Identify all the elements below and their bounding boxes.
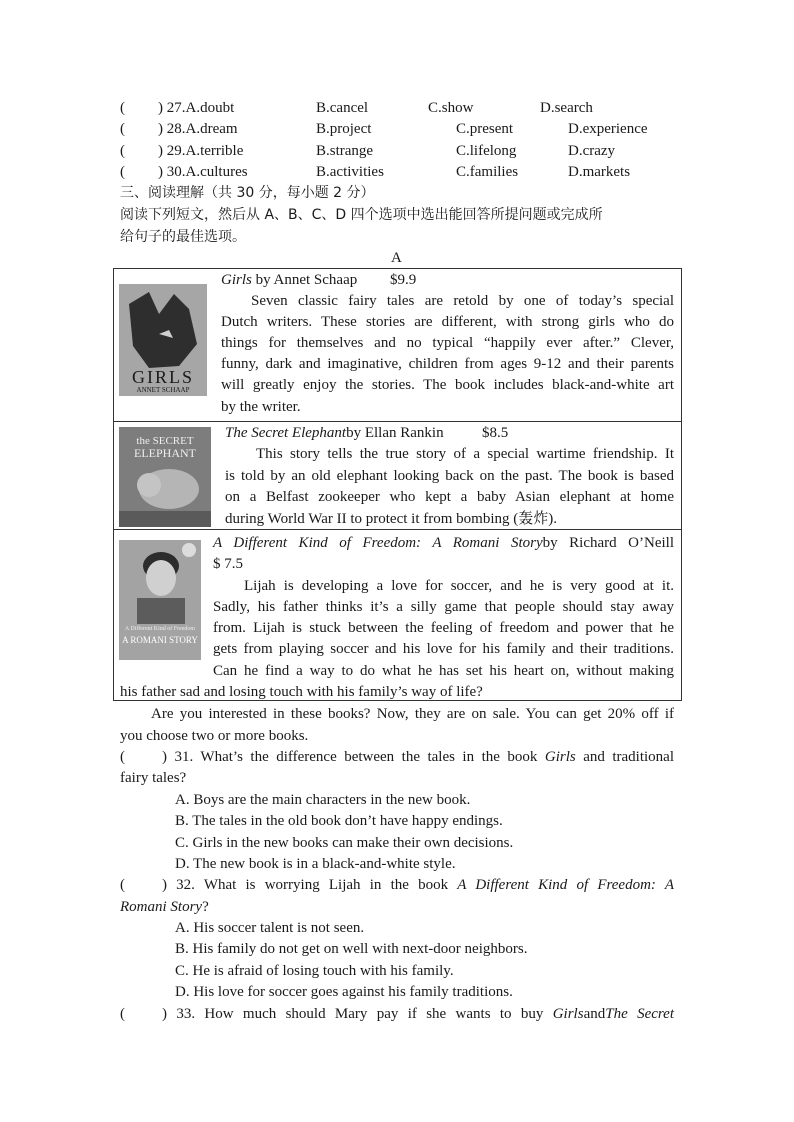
book-price: $8.5 — [482, 425, 509, 441]
desc-line: Can he find a way to do what he has set his heart on, without making — [213, 663, 674, 679]
option-d: D.experience — [568, 121, 648, 137]
row-divider — [113, 529, 682, 530]
desc-line: funny, dark and imaginative, children from ages 9-12 and their parents — [221, 356, 674, 372]
book-cover-different-kind-of-freedom — [119, 540, 201, 660]
option-c: C.present — [456, 121, 514, 137]
desc-line: Seven classic fairy tales are retold by one of today’s special — [251, 293, 674, 309]
desc-line: Lijah is developing a love for soccer, and he is very good at it. — [244, 578, 674, 594]
desc-line: will greatly enjoy the stories. The book includes black-and-white art — [221, 377, 674, 393]
option-a[interactable]: A. His soccer talent is not seen. — [175, 920, 365, 936]
question-stem: ) 31. What’s the difference between the tales in the book — [162, 749, 545, 765]
book-title: A Different Kind of Freedom: A Romani Story — [213, 535, 543, 551]
option-b[interactable]: B. The tales in the old book don’t have happy endings. — [175, 813, 503, 829]
book-title-ref: Girls — [552, 1006, 584, 1022]
book-title-ref: The Secret — [605, 1006, 674, 1022]
option-c[interactable]: C. Girls in the new books can make their own decisions. — [175, 835, 514, 851]
answer-paren[interactable]: ( — [120, 1006, 125, 1022]
question-32-line-2 — [120, 897, 209, 917]
question-stem: ) 32. What is worrying Lijah in the book — [162, 877, 458, 893]
cover-subtitle: A ROMANI STORY — [122, 635, 198, 645]
book-cover-girls — [119, 284, 207, 396]
book-heading — [221, 270, 357, 290]
desc-line: Sadly, his father thinks it’s a silly game that people should stay away — [213, 599, 674, 615]
desc-line: on a Belfast zookeeper who kept a baby Asian elephant at home — [225, 489, 674, 505]
option-b: B.project — [316, 121, 372, 137]
instructions-line-2: 给句子的最佳选项。 — [120, 229, 246, 245]
instructions-line-1: 阅读下列短文，然后从 A、B、C、D 四个选项中选出能回答所提问题或完成所 — [120, 207, 603, 223]
option-c: C.lifelong — [456, 143, 517, 159]
book-author: by Richard O’Neill — [542, 535, 674, 551]
cover-title: the SECRET — [136, 435, 194, 447]
question-stem: ) 33. How much should Mary pay if she wants to buy — [162, 1006, 553, 1022]
option-b: B.activities — [316, 164, 384, 180]
option-c[interactable]: C. He is afraid of losing touch with his family. — [175, 963, 454, 979]
question-stem-end: and traditional — [575, 749, 674, 765]
book-title-ref: Romani Story — [120, 899, 203, 915]
question-stem-end: ? — [202, 899, 209, 915]
option-d[interactable]: D. The new book is in a black-and-white style. — [175, 856, 456, 872]
book-price: $9.9 — [390, 272, 417, 288]
option-a[interactable]: A. Boys are the main characters in the new book. — [175, 792, 471, 808]
desc-line: gets from playing soccer and his love for his family and their traditions. — [213, 641, 674, 657]
desc-line: from. Lijah is stuck between the feeling of freedom and power that he — [213, 620, 674, 636]
question-stem: ) 28.A.dream — [158, 121, 238, 137]
option-b: B.strange — [316, 143, 374, 159]
book-price: $ 7.5 — [213, 556, 243, 572]
book-title-ref: A Different Kind of Freedom: A — [457, 877, 674, 893]
answer-paren[interactable]: ( — [120, 749, 125, 765]
answer-paren[interactable]: ( — [120, 143, 125, 159]
book-heading — [225, 423, 444, 443]
question-31 — [162, 747, 674, 768]
question-32 — [162, 875, 674, 896]
row-divider — [113, 421, 682, 422]
desc-line: is told by an old elephant looking back on the past. The book is based — [225, 468, 674, 484]
answer-paren[interactable]: ( — [120, 877, 125, 893]
question-stem: ) 29.A.terrible — [158, 143, 244, 159]
passage-label: A — [391, 250, 402, 266]
cover-title: A Different Kind of Freedom — [124, 626, 196, 632]
option-d: D.markets — [568, 164, 631, 180]
book-heading — [213, 533, 674, 554]
answer-paren[interactable]: ( — [120, 164, 125, 180]
book-title-ref: Girls — [544, 749, 576, 765]
answer-paren[interactable]: ( — [120, 100, 125, 116]
desc-line: during World War II to protect it from bombing (轰炸). — [225, 511, 557, 527]
book-author: by Ellan Rankin — [346, 425, 444, 441]
option-c: C.show — [428, 100, 474, 116]
option-b: B.cancel — [316, 100, 369, 116]
desc-line: Dutch writers. These stories are different, with strong girls who do — [221, 314, 674, 330]
cover-subtitle: ELEPHANT — [134, 446, 196, 460]
option-b[interactable]: B. His family do not get on well with next-door neighbors. — [175, 941, 528, 957]
book-cover-secret-elephant — [119, 427, 211, 527]
question-stem: ) 27.A.doubt — [158, 100, 235, 116]
book-title: Girls — [221, 272, 252, 288]
option-d: D.crazy — [568, 143, 616, 159]
sale-text-line-2: you choose two or more books. — [120, 728, 309, 744]
cover-title: GIRLS — [131, 367, 194, 387]
conjunction: and — [583, 1006, 606, 1022]
desc-line: This story tells the true story of a special wartime friendship. It — [256, 446, 674, 462]
desc-line: his father sad and losing touch with his family’s way of life? — [120, 684, 483, 700]
question-31-line-2: fairy tales? — [120, 770, 187, 786]
book-author: by Annet Schaap — [251, 272, 358, 288]
book-title: The Secret Elephant — [225, 425, 347, 441]
cover-author: ANNET SCHAAP — [136, 386, 190, 394]
desc-line: by the writer. — [221, 399, 301, 415]
option-d[interactable]: D. His love for soccer goes against his family traditions. — [175, 984, 513, 1000]
question-33 — [162, 1004, 674, 1025]
option-c: C.families — [456, 164, 519, 180]
answer-paren[interactable]: ( — [120, 121, 125, 137]
sale-text-line-1: Are you interested in these books? Now, they are on sale. You can get 20% off if — [151, 706, 674, 722]
section-heading: 三、阅读理解（共 30 分，每小题 2 分） — [120, 185, 375, 201]
desc-line: things for themselves and no typical “happily ever after.” Clever, — [221, 335, 674, 351]
question-stem: ) 30.A.cultures — [158, 164, 248, 180]
option-d: D.search — [540, 100, 593, 116]
